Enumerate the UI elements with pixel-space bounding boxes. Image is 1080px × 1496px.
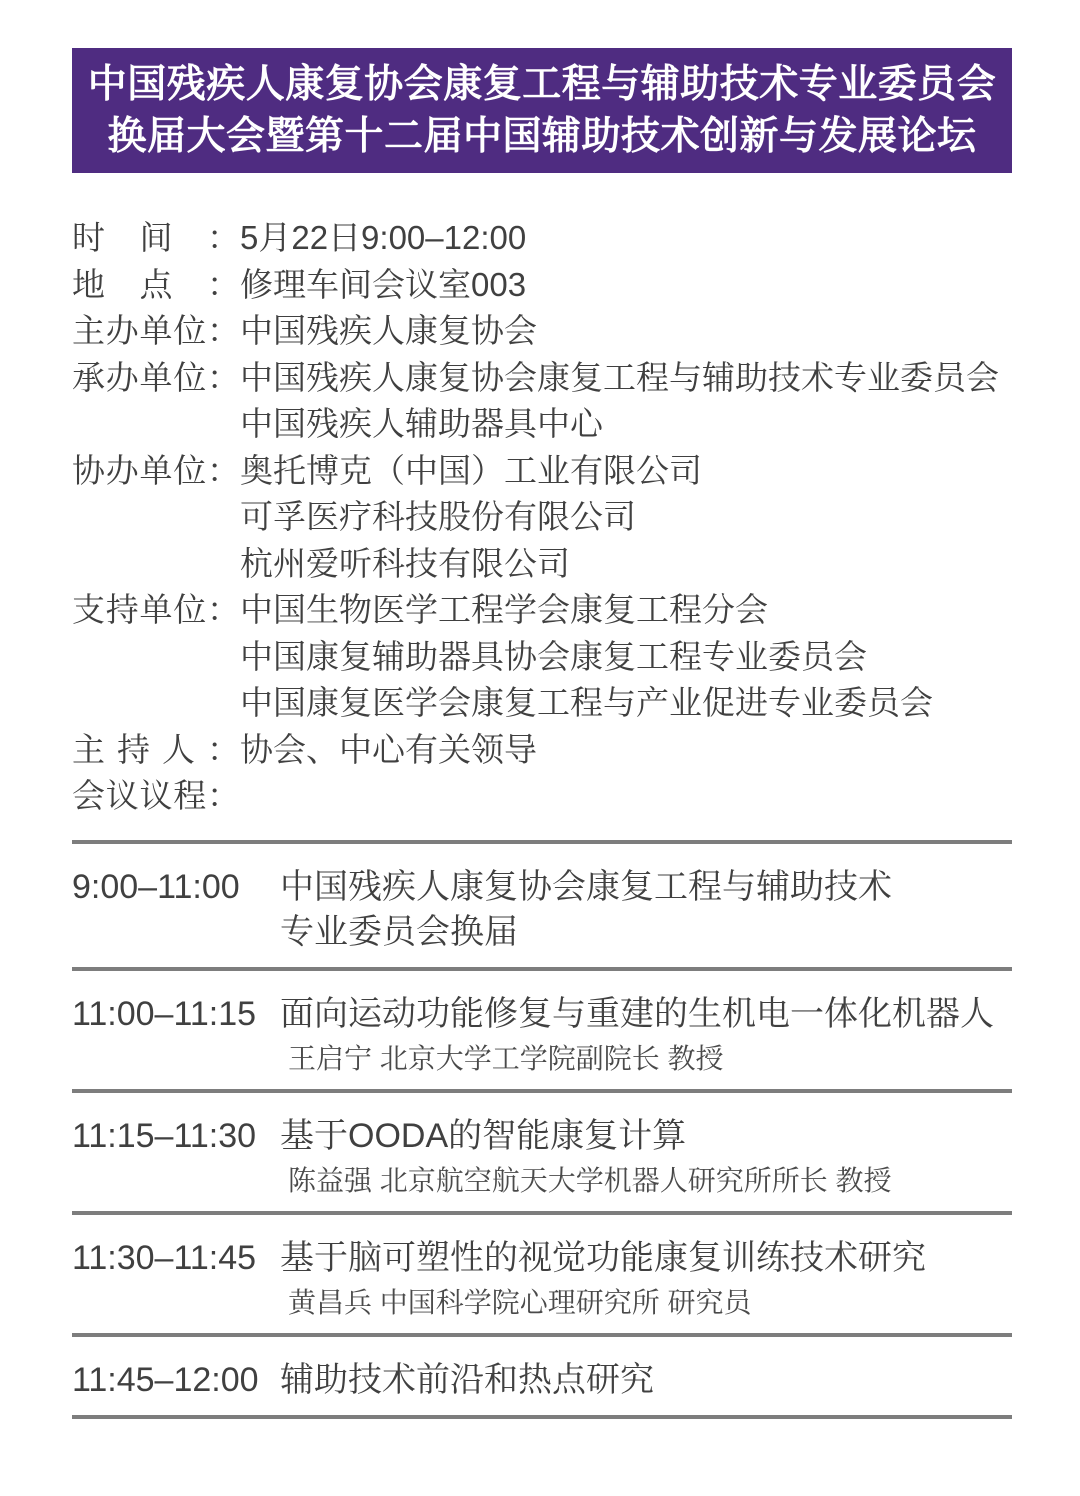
agenda-row bbox=[72, 1337, 1012, 1415]
info-row bbox=[72, 215, 1012, 262]
agenda-title-line: 基于脑可塑性的视觉功能康复训练技术研究 bbox=[280, 1238, 926, 1277]
agenda-title-line: 面向运动功能修复与重建的生机电一体化机器人 bbox=[280, 994, 994, 1033]
info-label: 协办单位： bbox=[72, 451, 240, 489]
info-value-line: 5月22日9:00–12:00 bbox=[240, 219, 527, 256]
agenda-title-lines bbox=[280, 1358, 1012, 1403]
info-value-line: 协会、中心有关领导 bbox=[240, 730, 537, 768]
info-value-line: 可孚医疗科技股份有限公司 bbox=[240, 498, 636, 535]
agenda-time: 11:00–11:15 bbox=[72, 994, 257, 1033]
info-row bbox=[72, 355, 1012, 448]
info-label: 主持人： bbox=[72, 730, 240, 768]
info-row bbox=[72, 262, 1012, 309]
meeting-info-list bbox=[72, 215, 1012, 820]
agenda-item-main bbox=[280, 1236, 1012, 1321]
section-divider bbox=[72, 1415, 1012, 1419]
info-values bbox=[240, 308, 1012, 355]
agenda-time: 9:00–11:00 bbox=[72, 867, 240, 906]
info-label: 承办单位： bbox=[72, 358, 240, 396]
conference-agenda-page bbox=[0, 48, 1080, 1496]
info-value-line: 中国康复辅助器具协会康复工程专业委员会 bbox=[240, 637, 867, 675]
info-value-line: 中国残疾人辅助器具中心 bbox=[240, 405, 603, 442]
info-label: 地点： bbox=[72, 265, 240, 303]
agenda-schedule bbox=[72, 840, 1012, 1419]
info-value-line: 修理车间会议室003 bbox=[240, 265, 527, 303]
agenda-row bbox=[72, 1215, 1012, 1333]
info-value-line: 杭州爱听科技有限公司 bbox=[240, 544, 570, 582]
info-row bbox=[72, 587, 1012, 727]
info-values bbox=[240, 727, 1012, 774]
agenda-item-main bbox=[280, 1358, 1012, 1403]
info-row bbox=[72, 773, 1012, 820]
conference-title-banner bbox=[72, 48, 1012, 173]
agenda-speaker: 王启宁 北京大学工学院副院长 教授 bbox=[288, 1042, 724, 1074]
info-value-line: 中国残疾人康复协会康复工程与辅助技术专业委员会 bbox=[240, 358, 999, 396]
agenda-item-main bbox=[280, 992, 1012, 1077]
info-row bbox=[72, 727, 1012, 774]
info-values bbox=[240, 215, 1012, 262]
agenda-row bbox=[72, 844, 1012, 967]
info-label: 主办单位： bbox=[72, 312, 240, 349]
info-values bbox=[240, 355, 1012, 448]
agenda-row bbox=[72, 1093, 1012, 1211]
agenda-time: 11:45–12:00 bbox=[72, 1360, 259, 1399]
info-values bbox=[240, 262, 1012, 309]
agenda-title-line: 中国残疾人康复协会康复工程与辅助技术 bbox=[280, 867, 892, 906]
info-row bbox=[72, 448, 1012, 588]
agenda-title-line: 辅助技术前沿和热点研究 bbox=[280, 1360, 654, 1399]
banner-title-line-2: 换届大会暨第十二届中国辅助技术创新与发展论坛 bbox=[107, 114, 977, 158]
agenda-item-main bbox=[280, 1114, 1012, 1199]
agenda-title-lines bbox=[280, 1114, 1012, 1159]
agenda-title-line: 专业委员会换届 bbox=[280, 912, 518, 951]
agenda-item-main bbox=[280, 865, 1012, 955]
agenda-row bbox=[72, 971, 1012, 1089]
info-value-line: 奥托博克（中国）工业有限公司 bbox=[240, 451, 702, 489]
agenda-time: 11:15–11:30 bbox=[72, 1116, 257, 1155]
agenda-title-line: 基于OODA的智能康复计算 bbox=[280, 1116, 687, 1155]
info-values bbox=[240, 448, 1012, 588]
agenda-title-lines bbox=[280, 992, 1012, 1037]
agenda-time: 11:30–11:45 bbox=[72, 1238, 257, 1277]
info-value-line: 中国残疾人康复协会 bbox=[240, 312, 537, 349]
agenda-title-lines bbox=[280, 1236, 1012, 1281]
info-value-line: 中国生物医学工程学会康复工程分会 bbox=[240, 591, 768, 628]
agenda-speaker: 黄昌兵 中国科学院心理研究所 研究员 bbox=[288, 1286, 752, 1318]
agenda-speaker: 陈益强 北京航空航天大学机器人研究所所长 教授 bbox=[288, 1164, 892, 1196]
info-row bbox=[72, 308, 1012, 355]
info-label: 时间： bbox=[72, 219, 240, 256]
agenda-title-lines bbox=[280, 865, 1012, 955]
info-label: 支持单位： bbox=[72, 591, 240, 628]
banner-title-line-1: 中国残疾人康复协会康复工程与辅助技术专业委员会 bbox=[87, 62, 997, 106]
info-label: 会议议程： bbox=[72, 777, 240, 814]
info-values bbox=[240, 587, 1012, 727]
info-value-line: 中国康复医学会康复工程与产业促进专业委员会 bbox=[240, 684, 933, 721]
